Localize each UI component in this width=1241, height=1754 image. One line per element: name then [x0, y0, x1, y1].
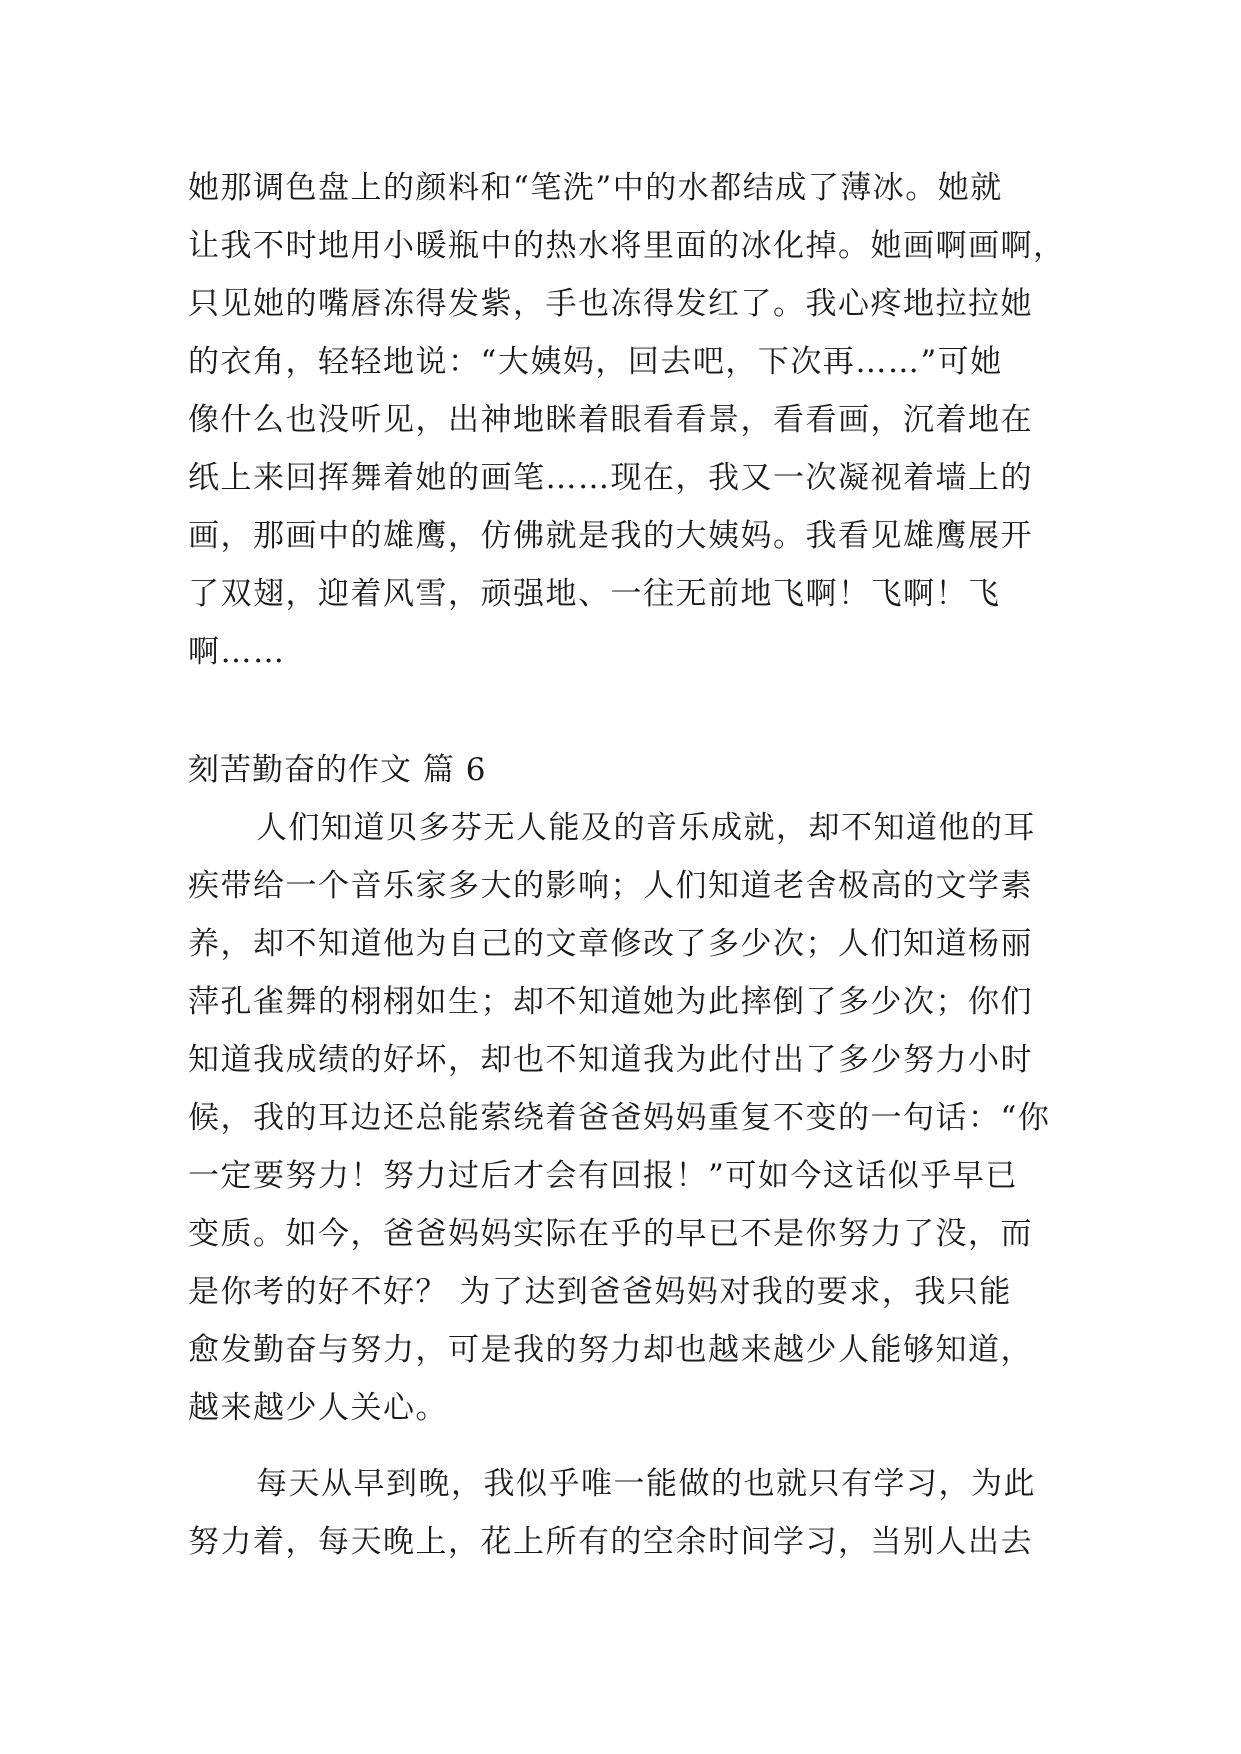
text-line: 的衣角，轻轻地说：“大姨妈，回去吧，下次再……”可她 [188, 344, 1003, 380]
text-line: 纸上来回挥舞着她的画笔……现在，我又一次凝视着墙上的 [188, 460, 1033, 496]
text-line: 像什么也没听见，出神地眯着眼看看景，看看画，沉着地在 [188, 402, 1033, 438]
text-line: 越来越少人关心。 [188, 1390, 448, 1426]
text-line: 啊…… [188, 634, 286, 670]
section-heading: 刻苦勤奋的作文 篇 6 [188, 752, 487, 788]
text-line: 一定要努力！努力过后才会有回报！”可如今这话似乎早已 [188, 1158, 1018, 1194]
text-line: 候，我的耳边还总能萦绕着爸爸妈妈重复不变的一句话：“你 [188, 1100, 1051, 1136]
text-line: 努力着，每天晚上，花上所有的空余时间学习，当别人出去 [188, 1524, 1033, 1560]
text-line: 人们知道贝多芬无人能及的音乐成就，却不知道他的耳 [256, 810, 1036, 846]
text-line: 是你考的好不好？ 为了达到爸爸妈妈对我的要求，我只能 [188, 1274, 1012, 1310]
text-line: 每天从早到晚，我似乎唯一能做的也就只有学习，为此 [256, 1466, 1036, 1502]
text-line: 变质。如今，爸爸妈妈实际在乎的早已不是你努力了没，而 [188, 1216, 1033, 1252]
text-line: 养，却不知道他为自己的文章修改了多少次；人们知道杨丽 [188, 926, 1033, 962]
text-line: 了双翅，迎着风雪，顽强地、一往无前地飞啊！飞啊！飞 [188, 576, 1001, 612]
text-line: 只见她的嘴唇冻得发紫，手也冻得发红了。我心疼地拉拉她 [188, 286, 1033, 322]
text-line: 她那调色盘上的颜料和“笔洗”中的水都结成了薄冰。她就 [188, 170, 1003, 206]
text-line: 萍孔雀舞的栩栩如生；却不知道她为此摔倒了多少次；你们 [188, 984, 1033, 1020]
text-line: 疾带给一个音乐家多大的影响；人们知道老舍极高的文学素 [188, 868, 1033, 904]
text-line: 知道我成绩的好坏，却也不知道我为此付出了多少努力小时 [188, 1042, 1033, 1078]
text-line: 画，那画中的雄鹰，仿佛就是我的大姨妈。我看见雄鹰展开 [188, 518, 1033, 554]
text-line: 让我不时地用小暖瓶中的热水将里面的冰化掉。她画啊画啊， [188, 228, 1066, 264]
text-line: 愈发勤奋与努力，可是我的努力却也越来越少人能够知道， [188, 1332, 1033, 1368]
